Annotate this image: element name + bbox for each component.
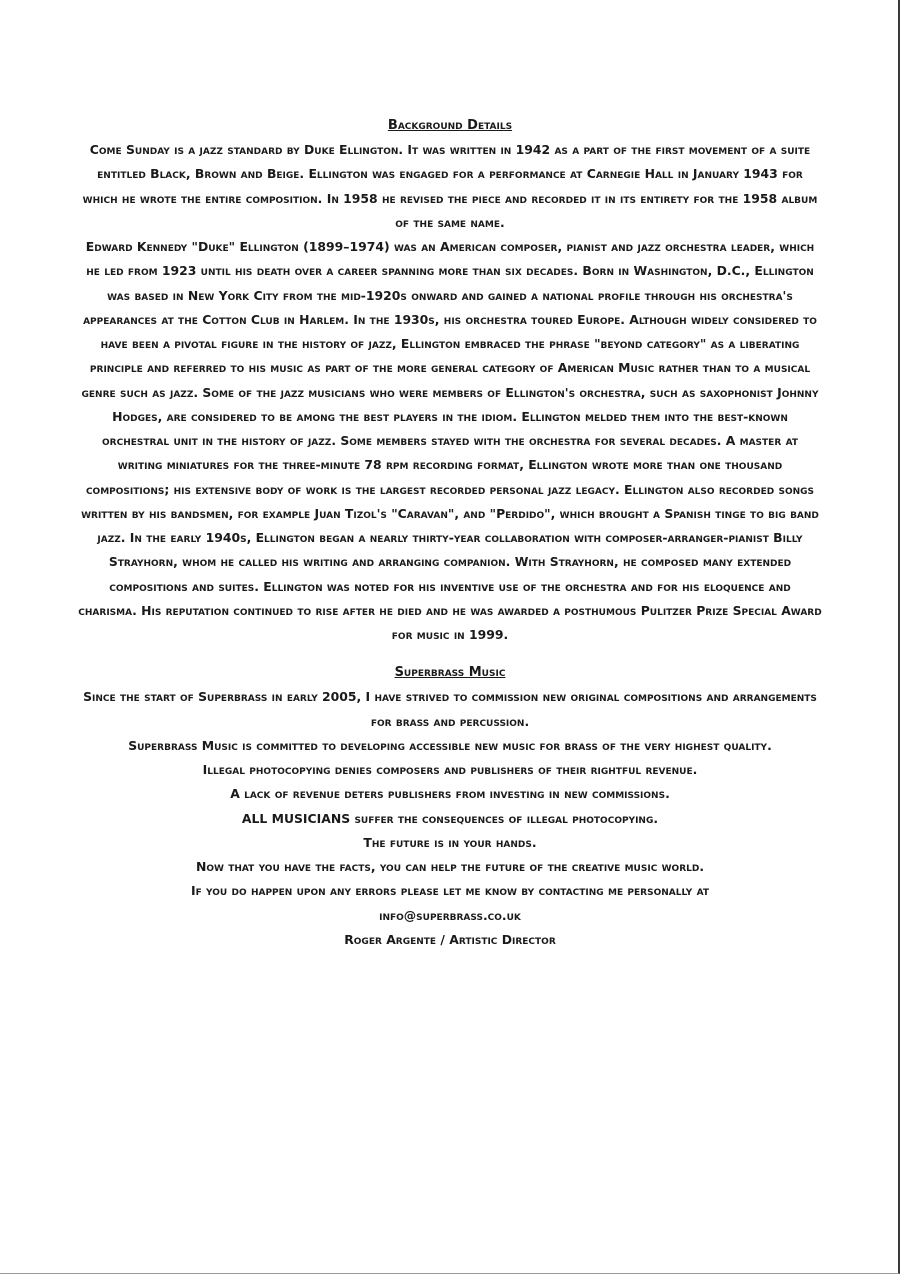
superbrass-errors-line: If you do happen upon any errors please let me know by contacting me personally at [190, 883, 710, 899]
superbrass-signature-line: Roger Argente / Artistic Director [344, 931, 556, 947]
superbrass-email-link[interactable]: info@superbrass.co.uk [379, 907, 521, 923]
background-paragraph-biography: Edward Kennedy "Duke" Ellington (1899–1974) was an American composer, pianist and jazz orchestra leader, which he led from 1923 until his death over a career spanning more than six decades. Born in Washington, D.C., Ellington was based in New York City from the mid-1920s onward and gained a national profile through his orchestra's appearances at the Cotton Club in Harlem. In the 1930s, his orchestra toured Europe. Although widely considered to have been a pivotal figure in the history of jazz, Ellington embraced the phrase "beyond category" as a liberating principle and referred to his music as part of the more general category of American Music rather than to a musical genre such as jazz. Some of the jazz musicians who were members of Ellington's orchestra, such as saxophonist Johnny Hodges, are considered to be among the best players in the idiom. Ellington melded them into the best-known orchestral unit in the history of jazz. Some members stayed with the orchestra for several decades. A master at writing miniatures for the three-minute 78 rpm recording format, Ellington wrote more than one thousand compositions; his extensive body of work is the largest recorded personal jazz legacy. Ellington also recorded songs written by his bandsmen, for example Juan Tizol's "Caravan", and "Perdido", which brought a Spanish tinge to big band jazz. In the early 1940s, Ellington began a nearly thirty-year collaboration with composer-arranger-pianist Billy Strayhorn, whom he called his writing and arranging companion. With Strayhorn, he composed many extended compositions and suites. Ellington was noted for his inventive use of the orchestra and for his eloquence and charisma. His reputation continued to rise after he died and he was awarded a posthumous Pulitzer Prize Special Award for music in 1999. [78, 239, 822, 642]
superbrass-revenue-line: A lack of revenue deters publishers from investing in new commissions. [230, 786, 670, 802]
superbrass-facts-line: Now that you have the facts, you can help the future of the creative music world. [195, 859, 705, 874]
superbrass-musicians-line: ALL MUSICIANS suffer the consequences of illegal photocopying. [241, 810, 659, 826]
superbrass-heading: Superbrass Music [394, 665, 506, 681]
background-paragraph-intro: Come Sunday is a jazz standard by Duke Ellington. It was written in 1942 as a part of the first movement of a suite entitled Black, Brown and Beige. Ellington was engaged for a performance at Carnegie Hall in January 1943 for which he wrote the entire composition. In 1958 he revised the piece and recorded it in its entirety for the 1958 album of the same name. [82, 142, 818, 230]
superbrass-future-line: The future is in your hands. [363, 834, 537, 850]
superbrass-mission-line: Since the start of Superbrass in early 2005, I have strived to commission new original compositions and arrangements for brass and percussion. [83, 689, 817, 729]
background-heading-block [78, 114, 822, 138]
section-spacer [78, 647, 822, 661]
superbrass-heading-block [78, 661, 822, 685]
superbrass-commitment-line: Superbrass Music is committed to developing accessible new music for brass of the very highest quality. [128, 737, 772, 753]
superbrass-photocopy-line: Illegal photocopying denies composers and publishers of their rightful revenue. [202, 762, 698, 777]
document-body [78, 114, 822, 952]
background-heading: Background Details [387, 118, 513, 133]
